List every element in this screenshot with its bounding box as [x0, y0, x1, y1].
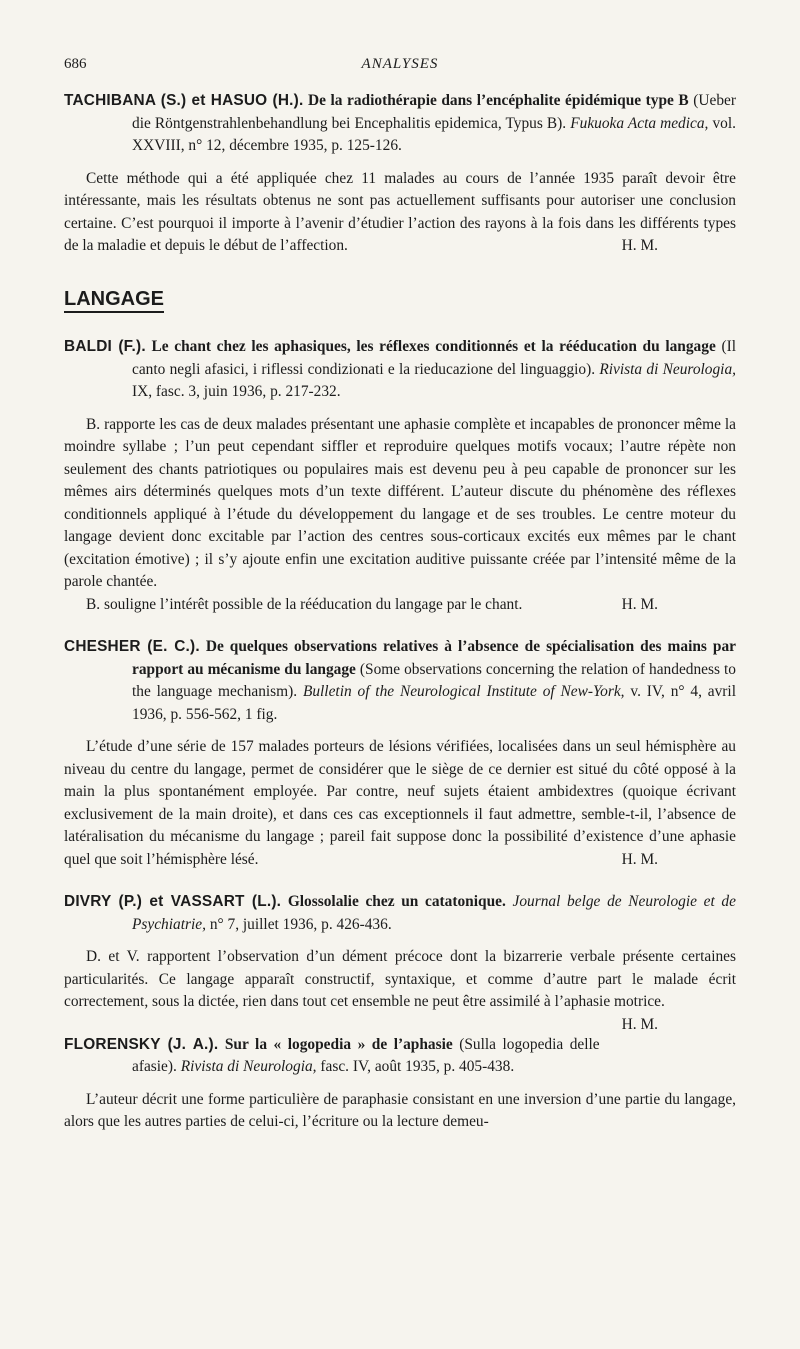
entry-heading	[64, 336, 736, 404]
entry-paragraph: Cette méthode qui a été appliquée chez 11 malades au cours de l’année 1935 paraît devoir être intéressante, mais les résultats obtenus ne sont pas actuellement suffisants pour autoriser une conclusion certaine. C’est pourquoi il importe à l’avenir d’étudier l’action des rayons à la fois dans les différents types de la maladie et depuis le début de l’affection. H. M.	[64, 168, 736, 258]
page-number: 686	[64, 56, 87, 72]
entry-citation: vol. XXVIII, n° 12, décembre 1935, p. 125-126.	[132, 114, 736, 154]
entry-journal: Rivista di Neurologia,	[180, 1058, 317, 1075]
entry-paragraph: D. et V. rapportent l’observation d’un dément précoce dont la bizarrerie verbale présente certaines particularités. Ce langage apparaît constructif, syntaxique, et comme d’autre part le malade écrit correctement, sous la dictée, rien dans tout cet ensemble ne peut être assimilé à l’aphasie motrice. H. M.	[64, 946, 736, 1014]
entry-original-title: (Sulla logopedia delle afasie).	[132, 1035, 600, 1075]
entry-heading	[64, 1034, 736, 1079]
entry-original-title: (Il canto negli afasici, i riflessi condizionati e la rieducazione del linguaggio).	[132, 338, 736, 378]
entry-heading	[64, 90, 736, 158]
entry-signature: H. M.	[621, 850, 658, 868]
entry-journal: Fukuoka Acta medica,	[570, 114, 709, 132]
entry-authors: DIVRY (P.) et VASSART (L.).	[64, 893, 282, 910]
entry-journal: Rivista di Neurologia,	[599, 360, 736, 378]
entry-citation: IX, fasc. 3, juin 1936, p. 217-232.	[132, 383, 341, 400]
entry-citation: n° 7, juillet 1936, p. 426-436.	[209, 915, 392, 933]
section-title: LANGAGE	[64, 288, 164, 313]
entry-authors: FLORENSKY (J. A.).	[64, 1035, 219, 1053]
running-title: ANALYSES	[361, 56, 439, 72]
entry-citation: v. IV, n° 4, avril 1936, p. 556-562, 1 fig.	[132, 683, 736, 723]
entry-original-title: (Some observations concerning the relation of handedness to the language mechanism).	[132, 660, 736, 700]
entry-journal: Journal belge de Neurologie et de Psychiatrie,	[132, 893, 736, 933]
entry-title: Glossolalie chez un catatonique.	[287, 893, 506, 910]
entry-citation: fasc. IV, août 1935, p. 405-438.	[320, 1058, 515, 1075]
abstract-entry	[64, 336, 736, 616]
entry-title: Sur la « logopedia » de l’aphasie	[224, 1035, 453, 1053]
entry-title: De la radiothérapie dans l’encéphalite épidémique type B	[308, 92, 689, 109]
entry-heading	[64, 891, 736, 936]
entry-paragraph: B. rapporte les cas de deux malades présentant une aphasie complète et incapables de prononcer même la moindre syllabe ; l’un peut cependant siffler et reproduire quelques motifs vocaux; l’autre répète non seulement des chants patriotiques ou populaires mais est devenu peu à peu capable de prononcer sur les mêmes airs déterminés quelques mots d’un texte différent. L’auteur discute du phénomène des réflexes conditionnels appliqué à l’étude du développement du langage et de ses troubles. Le centre moteur du langage devient donc excitable par l’action des centres sous-corticaux excités eux mêmes par le chant (excitation émotive) ; il s’y ajoute enfin une excitation auditive puissante créée par l’intensité même de la parole chantée.	[64, 415, 736, 590]
entry-title: De quelques observations relatives à l’absence de spécialisation des mains par rapport au mécanisme du langage	[132, 638, 736, 678]
abstract-entry	[64, 891, 736, 1033]
entry-signature: H. M.	[621, 237, 658, 254]
entry-paragraph: B. souligne l’intérêt possible de la rééducation du langage par le chant. H. M.	[64, 594, 736, 617]
entry-title: Le chant chez les aphasiques, les réflexes conditionnés et la rééducation du langage	[151, 338, 716, 355]
entry-paragraph: L’étude d’une série de 157 malades porteurs de lésions vérifiées, localisées dans un seul hémisphère au niveau du centre du langage, permet de considérer que le siège de ce dernier est situé du côté opposé à la main la plus spontanément employée. Par contre, neuf sujets étaient ambidextres (quoique écrivant exclusivement de la main droite), et dans ces cas exceptionnels il faut admettre, semble-t-il, l’absence de latéralisation du mécanisme du langage ; pareil fait suppose donc la possibilité d’existence d’une aphasie quel que soit l’hémisphère lésé. H. M.	[64, 736, 736, 871]
entry-authors: CHESHER (E. C.).	[64, 638, 200, 655]
page-body	[64, 90, 736, 1154]
entry-authors: TACHIBANA (S.) et HASUO (H.).	[64, 92, 304, 109]
section-heading	[64, 288, 736, 311]
entry-journal: Bulletin of the Neurological Institute of New-York,	[302, 683, 625, 700]
entry-heading	[64, 636, 736, 726]
entry-signature: H. M.	[621, 1015, 658, 1033]
abstract-entry	[64, 90, 736, 258]
entry-signature: H. M.	[621, 595, 658, 613]
abstract-entry	[64, 636, 736, 871]
entry-paragraph: L’auteur décrit une forme particulière de paraphasie consistant en une inversion d’une partie du langage, alors que les autres parties de celui-ci, l’écriture ou la lecture demeu-	[64, 1090, 736, 1130]
page-header	[64, 56, 736, 80]
entry-original-title: (Ueber die Röntgenstrahlenbehandlung bei Encephalitis epidemica, Typus B).	[132, 92, 736, 132]
entry-authors: BALDI (F.).	[64, 338, 146, 355]
abstract-entry	[64, 1034, 736, 1134]
